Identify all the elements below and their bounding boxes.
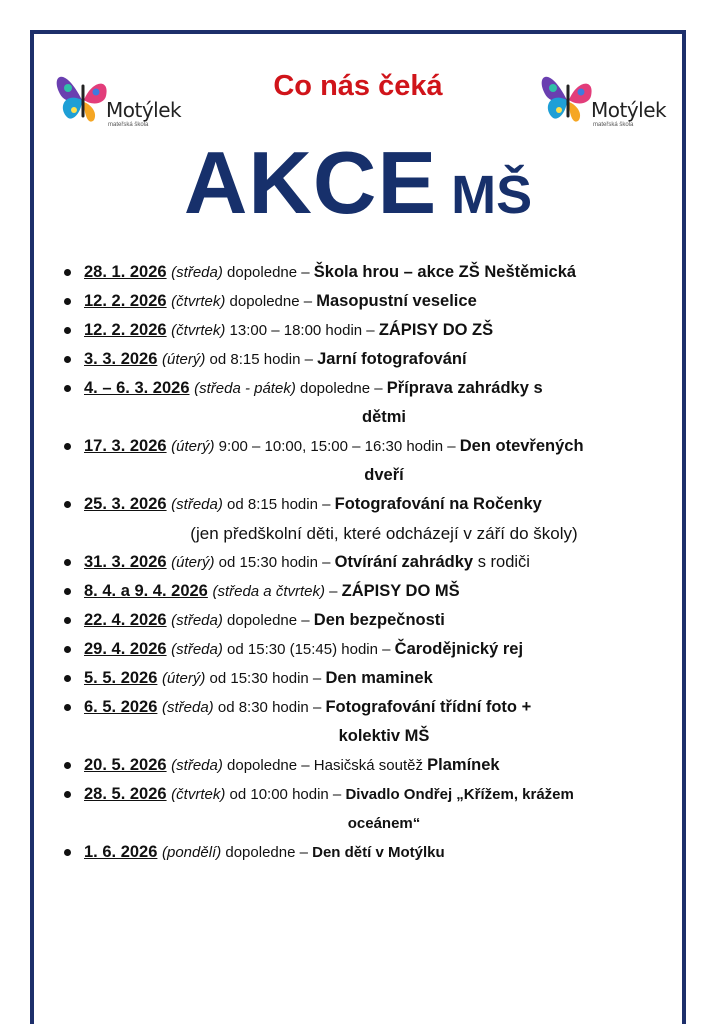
logo-subtext: mateřská škola xyxy=(593,122,634,128)
event-date: 5. 5. 2026 xyxy=(84,669,158,687)
logo-text: Motýlek xyxy=(106,98,182,122)
event-name: Příprava zahrádky s xyxy=(386,379,543,397)
event-date: 28. 5. 2026 xyxy=(84,785,167,803)
event-time: 13:00 – 18:00 hodin – xyxy=(225,322,379,339)
event-weekday: (středa) xyxy=(171,264,223,281)
event-name-continued: kolektiv MŠ xyxy=(338,727,430,745)
event-weekday: (středa) xyxy=(171,757,223,774)
event-time: 9:00 – 10:00, 15:00 – 16:30 hodin – xyxy=(214,438,460,455)
event-item xyxy=(54,751,684,780)
event-item xyxy=(54,345,684,374)
event-name: Otvírání zahrádky xyxy=(334,553,474,571)
event-time: dopoledne – Hasičská soutěž xyxy=(222,757,428,774)
event-name-continued: dveří xyxy=(364,466,404,484)
event-name: Masopustní veselice xyxy=(316,292,477,310)
event-item xyxy=(54,432,684,490)
event-time: od 15:30 hodin – xyxy=(205,670,326,687)
event-time: od 8:15 hodin – xyxy=(205,351,318,368)
event-date: 31. 3. 2026 xyxy=(84,553,167,571)
event-weekday: (čtvrtek) xyxy=(171,293,226,310)
event-item xyxy=(54,664,684,693)
event-item xyxy=(54,780,684,838)
event-name: Den dětí v Motýlku xyxy=(312,844,445,861)
event-name: Jarní fotografování xyxy=(317,350,467,368)
page-frame xyxy=(30,30,686,1024)
event-weekday: (pondělí) xyxy=(162,844,222,861)
event-date: 12. 2. 2026 xyxy=(84,292,167,310)
event-weekday: (úterý) xyxy=(171,438,215,455)
event-time: dopoledne – xyxy=(222,612,314,629)
event-weekday: (středa) xyxy=(162,699,214,716)
event-time: od 15:30 hodin – xyxy=(214,554,335,571)
event-weekday: (úterý) xyxy=(162,351,206,368)
event-date: 12. 2. 2026 xyxy=(84,321,167,339)
event-time: od 10:00 hodin – xyxy=(225,786,346,803)
event-name: Plamínek xyxy=(427,756,500,774)
event-time: dopoledne – xyxy=(225,293,317,310)
event-weekday: (čtvrtek) xyxy=(171,322,226,339)
event-time: – xyxy=(324,583,342,600)
event-name: Divadlo Ondřej „Křížem, krážem xyxy=(345,786,574,803)
title-main: AKCE xyxy=(183,133,438,232)
event-date: 25. 3. 2026 xyxy=(84,495,167,513)
event-item xyxy=(54,258,684,287)
event-item xyxy=(54,287,684,316)
event-item xyxy=(54,635,684,664)
event-weekday: (středa) xyxy=(171,641,223,658)
logo-subtext: mateřská škola xyxy=(108,122,149,128)
event-weekday: (středa - pátek) xyxy=(194,380,296,397)
event-date: 20. 5. 2026 xyxy=(84,756,167,774)
event-date: 17. 3. 2026 xyxy=(84,437,167,455)
event-item xyxy=(54,693,684,751)
event-date: 3. 3. 2026 xyxy=(84,350,158,368)
event-name-continued: oceánem“ xyxy=(347,815,421,832)
logo-text: Motýlek xyxy=(591,98,667,122)
event-weekday: (středa) xyxy=(171,496,223,513)
event-name: Škola hrou – akce ZŠ Neštěmická xyxy=(313,263,577,281)
event-name: Den bezpečnosti xyxy=(313,611,445,629)
event-name: Den maminek xyxy=(325,669,433,687)
event-date: 22. 4. 2026 xyxy=(84,611,167,629)
event-weekday: (úterý) xyxy=(171,554,215,571)
title-suffix: MŠ xyxy=(451,165,533,225)
event-name: Fotografování na Ročenky xyxy=(334,495,542,513)
event-note: s rodiči xyxy=(473,553,530,571)
event-weekday: (čtvrtek) xyxy=(171,786,226,803)
event-note: (jen předškolní děti, které odcházejí v září do školy) xyxy=(190,524,578,543)
event-name: ZÁPISY DO ZŠ xyxy=(378,321,494,339)
event-name-continued: dětmi xyxy=(361,408,406,426)
event-weekday: (středa) xyxy=(171,612,223,629)
event-name: ZÁPISY DO MŠ xyxy=(341,582,460,600)
event-date: 1. 6. 2026 xyxy=(84,843,158,861)
event-date: 29. 4. 2026 xyxy=(84,640,167,658)
event-date: 28. 1. 2026 xyxy=(84,263,167,281)
event-time: dopoledne – xyxy=(222,264,314,281)
event-name: Čarodějnický rej xyxy=(394,640,524,658)
event-date: 6. 5. 2026 xyxy=(84,698,158,716)
event-item xyxy=(54,374,684,432)
event-time: od 15:30 (15:45) hodin – xyxy=(222,641,395,658)
event-date: 8. 4. a 9. 4. 2026 xyxy=(84,582,208,600)
event-weekday: (úterý) xyxy=(162,670,206,687)
event-time: dopoledne – xyxy=(295,380,387,397)
event-name: Den otevřených xyxy=(459,437,584,455)
event-item xyxy=(54,316,684,345)
event-list xyxy=(54,258,684,867)
event-weekday: (středa a čtvrtek) xyxy=(212,583,325,600)
event-time: od 8:15 hodin – xyxy=(222,496,335,513)
event-name: Fotografování třídní foto + xyxy=(325,698,532,716)
event-time: dopoledne – xyxy=(221,844,313,861)
event-item xyxy=(54,490,684,548)
event-item xyxy=(54,606,684,635)
event-time: od 8:30 hodin – xyxy=(213,699,326,716)
page-subtitle: Co nás čeká xyxy=(273,70,443,102)
event-item xyxy=(54,838,684,867)
page-title xyxy=(34,132,682,234)
event-item xyxy=(54,577,684,606)
event-item xyxy=(54,548,684,577)
event-date: 4. – 6. 3. 2026 xyxy=(84,379,190,397)
